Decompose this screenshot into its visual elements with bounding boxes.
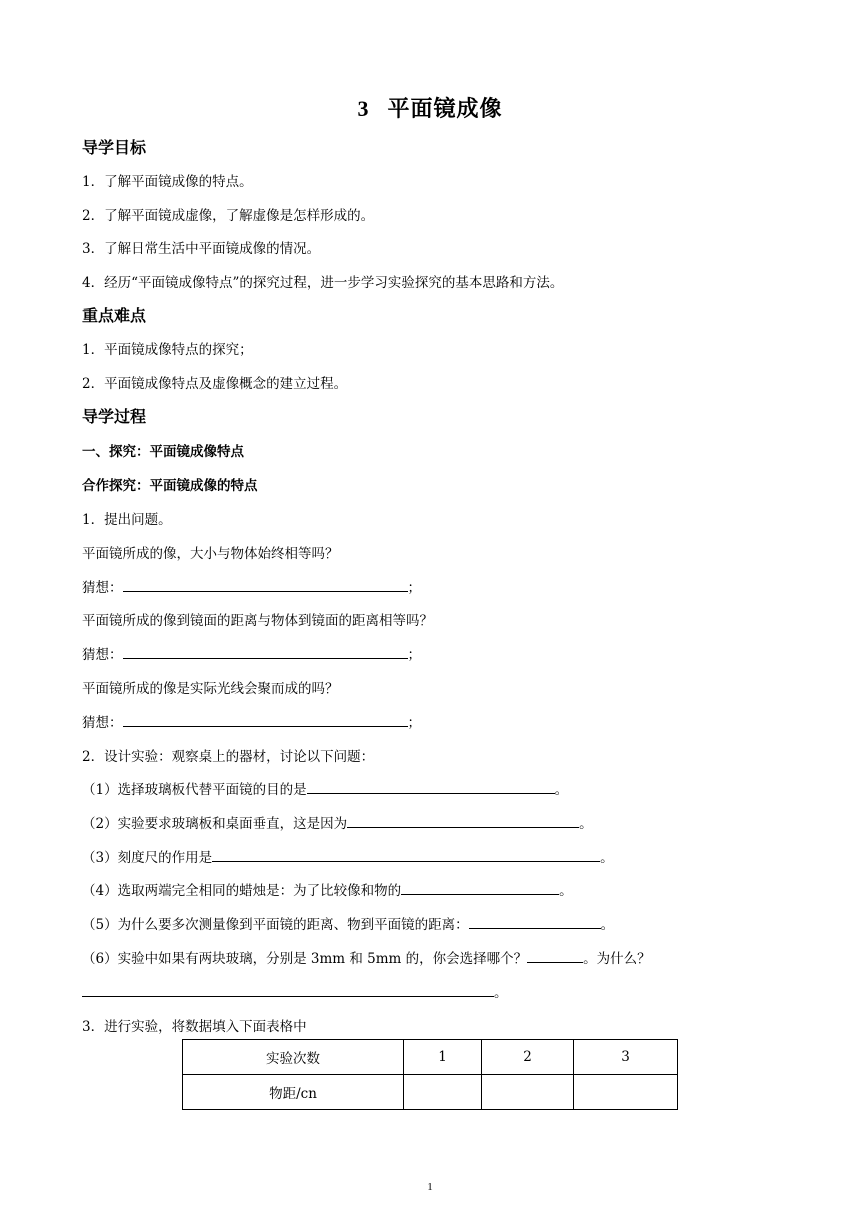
title-number: 3 xyxy=(357,96,370,121)
answer-blank[interactable] xyxy=(123,644,408,659)
table-header-cell: 1 xyxy=(404,1040,482,1075)
design-text: （4）选取两端完全相同的蜡烛是：为了比较像和物的 xyxy=(82,883,402,899)
design-text-end: 。为什么？ xyxy=(583,951,651,967)
design-text: （1）选择玻璃板代替平面镜的目的是 xyxy=(82,782,307,798)
guess-line-3 xyxy=(82,711,421,731)
step1-text: 1．提出问题。 xyxy=(82,512,172,528)
answer-blank[interactable] xyxy=(527,948,583,963)
process-heading: 导学过程 xyxy=(82,407,147,426)
design-text: （3）刻度尺的作用是 xyxy=(82,850,213,866)
answer-blank[interactable] xyxy=(82,982,494,997)
data-table xyxy=(182,1039,678,1110)
guess-end: ； xyxy=(407,647,421,663)
goal-item: 2．了解平面镜成虚像，了解虚像是怎样形成的。 xyxy=(82,208,375,224)
goal-item: 4．经历“平面镜成像特点”的探究过程，进一步学习实验探究的基本思路和方法。 xyxy=(82,275,564,291)
guess-end: ； xyxy=(407,580,421,596)
answer-blank[interactable] xyxy=(307,779,555,794)
period: 。 xyxy=(494,985,508,1001)
goals-heading: 导学目标 xyxy=(82,138,147,157)
coop-heading: 合作探究：平面镜成像的特点 xyxy=(82,478,258,494)
step2-text: 2．设计实验：观察桌上的器材，讨论以下问题： xyxy=(82,749,375,765)
period: 。 xyxy=(559,883,573,899)
goal-item: 3．了解日常生活中平面镜成像的情况。 xyxy=(82,241,321,257)
table-header-cell: 3 xyxy=(574,1040,678,1075)
guess-label: 猜想： xyxy=(82,647,123,663)
answer-blank[interactable] xyxy=(347,813,579,828)
goal-item: 1．了解平面镜成像的特点。 xyxy=(82,174,253,190)
part1-heading: 一、探究：平面镜成像特点 xyxy=(82,444,244,460)
answer-blank[interactable] xyxy=(212,847,600,862)
table-header-cell: 2 xyxy=(482,1040,574,1075)
table-row xyxy=(183,1075,678,1110)
key-heading: 重点难点 xyxy=(82,306,147,325)
guess-label: 猜想： xyxy=(82,715,123,731)
period: 。 xyxy=(579,816,593,832)
question-1: 平面镜所成的像，大小与物体始终相等吗？ xyxy=(82,546,339,562)
question-2: 平面镜所成的像到镜面的距离与物体到镜面的距离相等吗？ xyxy=(82,613,433,629)
design-question-1 xyxy=(82,778,568,798)
title-text: 平面镜成像 xyxy=(387,96,503,122)
key-item: 2．平面镜成像特点及虚像概念的建立过程。 xyxy=(82,376,348,392)
answer-blank[interactable] xyxy=(401,880,559,895)
answer-blank[interactable] xyxy=(469,914,601,929)
answer-blank[interactable] xyxy=(123,577,408,592)
answer-blank[interactable] xyxy=(123,712,408,727)
table-cell[interactable] xyxy=(482,1075,574,1110)
page-number: 1 xyxy=(427,1181,433,1193)
guess-end: ； xyxy=(407,715,421,731)
design-question-5 xyxy=(82,913,614,933)
design-question-6 xyxy=(82,947,651,967)
table-cell[interactable] xyxy=(404,1075,482,1110)
design-question-2 xyxy=(82,812,593,832)
table-header-row xyxy=(183,1040,678,1075)
page-title xyxy=(0,92,860,123)
period: 。 xyxy=(554,782,569,798)
key-item: 1．平面镜成像特点的探究； xyxy=(82,342,253,358)
design-text: （6）实验中如果有两块玻璃，分别是 3mm 和 5mm 的，你会选择哪个？ xyxy=(82,951,528,967)
guess-line-1 xyxy=(82,576,421,596)
question-3: 平面镜所成的像是实际光线会聚而成的吗？ xyxy=(82,681,339,697)
design-question-4 xyxy=(82,879,573,899)
design-text: （5）为什么要多次测量像到平面镜的距离、物到平面镜的距离： xyxy=(82,917,469,933)
period: 。 xyxy=(600,917,615,933)
step3-text: 3．进行实验，将数据填入下面表格中 xyxy=(82,1019,307,1035)
design-text: （2）实验要求玻璃板和桌面垂直，这是因为 xyxy=(82,816,348,832)
period: 。 xyxy=(600,850,614,866)
design-question-3 xyxy=(82,846,614,866)
design-question-6-continued xyxy=(82,981,508,1001)
table-cell[interactable] xyxy=(574,1075,678,1110)
guess-line-2 xyxy=(82,643,421,663)
guess-label: 猜想： xyxy=(82,580,123,596)
table-row-label: 物距/cn xyxy=(183,1075,404,1110)
table-header-cell: 实验次数 xyxy=(183,1040,404,1075)
